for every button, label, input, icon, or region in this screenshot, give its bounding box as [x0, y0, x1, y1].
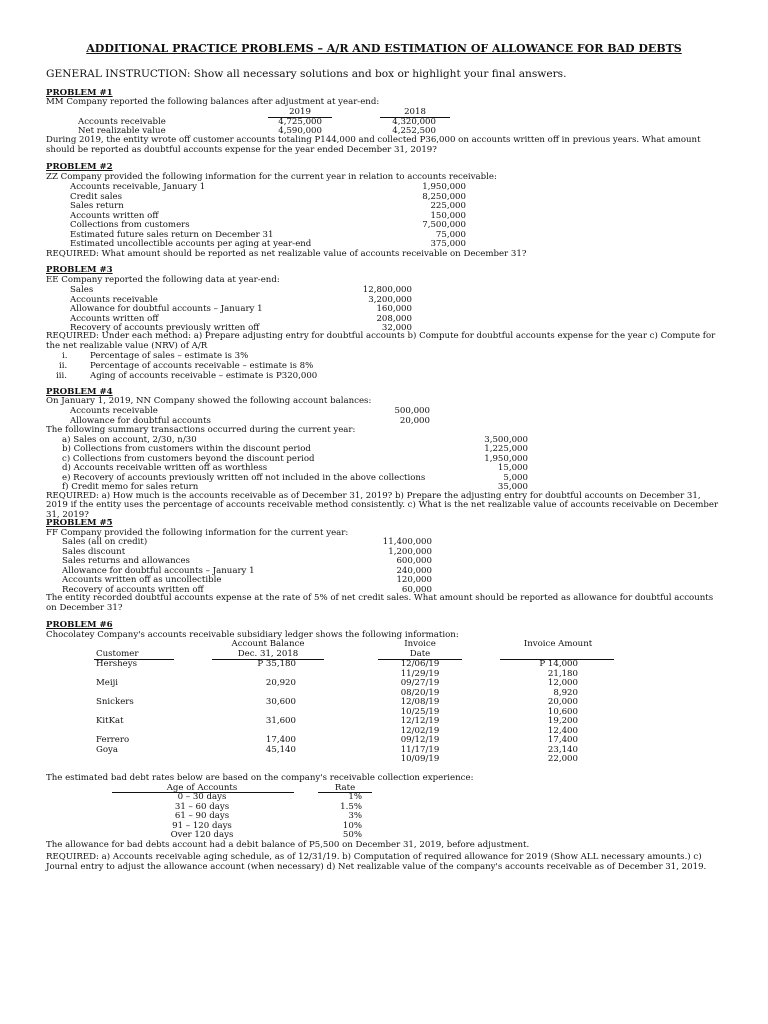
ledger-invoice-amount: 22,000: [547, 754, 578, 764]
rate-age: 31 – 60 days: [174, 801, 230, 812]
p2-row-label: Sales return: [70, 201, 124, 211]
rates-intro: The estimated bad debt rates below are based on the company's receivable collection experience:: [46, 773, 474, 783]
p3-method-text: Aging of accounts receivable – estimate is P320,000: [90, 371, 318, 381]
rate-value: 50%: [342, 830, 362, 840]
p1-row-value-2018: 4,320,000: [392, 117, 436, 127]
p5-row-value: 60,000: [401, 584, 432, 595]
ledger-balance: P 35,180: [257, 659, 296, 669]
ledger-balance: 30,600: [265, 697, 296, 707]
problem-4-required: REQUIRED: a) How much is the accounts receivable as of December 31, 2019? b) Prepare the adjusting entry for doubtful accounts on December 31, 2019 if the entity uses the percentage of accounts receivable method consistently. c) What is the net realizable value of accounts receivable on December 31, 2019?: [46, 490, 719, 520]
problem-2-heading: PROBLEM #2: [46, 162, 113, 172]
p2-row-label: Estimated future sales return on December 31: [70, 229, 274, 240]
p3-row-value: 3,200,000: [368, 294, 412, 305]
ledger-customer: Ferrero: [96, 735, 130, 745]
ledger-customer: Hersheys: [96, 659, 137, 669]
ledger-header-invoice-line2: Date: [409, 649, 431, 659]
p3-row-label: Accounts receivable: [70, 294, 158, 305]
ledger-invoice-date: 12/06/19: [400, 659, 440, 669]
p2-row-label: Accounts receivable, January 1: [70, 182, 206, 192]
problem-6-heading: PROBLEM #6: [46, 620, 113, 630]
p2-row-value: 7,500,000: [422, 220, 466, 230]
p3-row-value: 32,000: [381, 323, 412, 333]
p5-row-label: Allowance for doubtful accounts – January 1: [62, 565, 255, 576]
problem-5-intro: FF Company provided the following information for the current year:: [46, 527, 349, 538]
p3-row-value: 160,000: [376, 304, 412, 314]
p2-row-value: 75,000: [435, 229, 466, 240]
p3-row-label: Sales: [70, 285, 94, 295]
ledger-customer: KitKat: [96, 716, 124, 726]
problem-6-required: REQUIRED: a) Accounts receivable aging schedule, as of 12/31/19. b) Computation of required allowance for 2019 (Show ALL necessary amounts.) c) Journal entry to adjust the allowance account (when necessary) d) Net realizable value of the company's accounts receivable as of December 31, 2019.: [46, 852, 707, 872]
rate-value: 1.5%: [340, 801, 362, 812]
p5-row-label: Recovery of accounts written off: [62, 584, 204, 595]
rate-age: 91 – 120 days: [172, 820, 232, 831]
ledger-invoice-amount: 8,920: [553, 687, 578, 698]
p3-method-text: Percentage of accounts receivable – estimate is 8%: [90, 361, 314, 371]
p2-row-value: 375,000: [430, 239, 466, 249]
rate-age: 0 – 30 days: [177, 792, 227, 802]
ledger-invoice-amount: 12,000: [547, 678, 578, 688]
p2-row-label: Estimated uncollectible accounts per aging at year-end: [70, 239, 312, 249]
p4-transaction-label: d) Accounts receivable written off as worthless: [62, 463, 268, 473]
ledger-invoice-date: 08/20/19: [400, 687, 440, 698]
p4-transaction-label: a) Sales on account, 2/30, n/30: [62, 434, 197, 445]
p5-row-label: Accounts written off as uncollectible: [62, 575, 222, 585]
p4-transaction-value: 1,950,000: [484, 453, 528, 464]
ledger-header-customer: Customer: [96, 649, 139, 659]
p2-row-value: 150,000: [430, 210, 466, 221]
ledger-header-amount: Invoice Amount: [523, 639, 593, 649]
p2-row-value: 225,000: [430, 201, 466, 211]
p4-balance-label: Accounts receivable: [70, 406, 158, 416]
ledger-invoice-amount: 23,140: [547, 744, 578, 755]
year-2019-header: 2019: [289, 107, 311, 117]
p4-transaction-value: 5,000: [503, 472, 528, 483]
page-title: ADDITIONAL PRACTICE PROBLEMS – A/R AND ESTIMATION OF ALLOWANCE FOR BAD DEBTS: [86, 42, 682, 55]
problem-1-intro: MM Company reported the following balances after adjustment at year-end:: [46, 97, 380, 107]
ledger-invoice-date: 09/12/19: [400, 735, 440, 745]
rate-value: 10%: [342, 820, 362, 831]
p4-transaction-value: 35,000: [497, 482, 528, 492]
year-2018-header: 2018: [404, 107, 426, 117]
p2-row-label: Collections from customers: [70, 220, 190, 230]
ledger-invoice-amount: 10,600: [547, 706, 578, 717]
problem-6-intro: Chocolatey Company's accounts receivable subsidiary ledger shows the following information:: [46, 629, 459, 640]
p4-transaction-label: f) Credit memo for sales return: [62, 482, 199, 492]
problem-3-required: REQUIRED: Under each method: a) Prepare adjusting entry for doubtful accounts b) Compute for doubtful accounts expense for the year c) Compute for the net realizable value (NRV) of A/R: [46, 331, 716, 351]
p3-row-label: Allowance for doubtful accounts – January 1: [70, 304, 263, 314]
ledger-invoice-amount: 12,400: [547, 725, 578, 736]
ledger-invoice-amount: P 14,000: [539, 659, 578, 669]
problem-2-intro: ZZ Company provided the following information for the current year in relation to accounts receivable:: [46, 172, 497, 182]
ledger-header-invoice-line1: Invoice: [404, 639, 436, 649]
p5-row-value: 120,000: [396, 575, 432, 585]
ledger-customer: Snickers: [96, 697, 134, 707]
rate-value: 3%: [348, 811, 362, 821]
problem-4-heading: PROBLEM #4: [46, 387, 113, 397]
ledger-header-balance-line2: Dec. 31, 2018: [237, 649, 299, 659]
ledger-balance: 45,140: [265, 744, 296, 755]
rate-age: Over 120 days: [170, 830, 234, 840]
p1-row-value-2019: 4,590,000: [278, 126, 322, 136]
ledger-balance: 31,600: [265, 716, 296, 726]
p5-row-value: 1,200,000: [388, 546, 432, 557]
p3-method-number: iii.: [56, 371, 67, 381]
p4-transaction-label: c) Collections from customers beyond the discount period: [62, 453, 315, 464]
p3-method-number: i.: [62, 351, 68, 361]
p3-row-value: 12,800,000: [362, 285, 412, 295]
ledger-invoice-date: 12/12/19: [400, 716, 440, 726]
p4-transaction-value: 1,225,000: [484, 444, 528, 454]
p4-transaction-value: 15,000: [497, 463, 528, 473]
ledger-invoice-amount: 20,000: [547, 697, 578, 707]
p3-row-label: Recovery of accounts previously written off: [70, 323, 260, 333]
problem-3-heading: PROBLEM #3: [46, 265, 113, 275]
p5-row-label: Sales (all on credit): [62, 537, 148, 547]
rate-age: 61 – 90 days: [174, 811, 230, 821]
allowance-text: The allowance for bad debts account had a debit balance of P5,500 on December 31, 2019, before adjustment.: [46, 840, 530, 850]
p3-method-text: Percentage of sales – estimate is 3%: [90, 351, 249, 361]
p5-row-value: 240,000: [396, 565, 432, 576]
ledger-invoice-date: 10/25/19: [400, 706, 440, 717]
p5-row-value: 11,400,000: [382, 537, 432, 547]
problem-1-text: During 2019, the entity wrote off customer accounts totaling P144,000 and collected P36,000 on accounts written off in previous years. What amount should be reported as doubtful accounts expense for the year ended December 31, 2019?: [46, 135, 701, 155]
p1-row-value-2018: 4,252,500: [392, 126, 436, 136]
p2-row-value: 1,950,000: [422, 182, 466, 192]
ledger-invoice-date: 12/08/19: [400, 697, 440, 707]
rates-header-rate: Rate: [334, 782, 356, 793]
ledger-invoice-date: 10/09/19: [400, 754, 440, 764]
p5-row-label: Sales discount: [62, 546, 126, 557]
ledger-balance: 17,400: [265, 735, 296, 745]
p3-method-number: ii.: [59, 361, 68, 371]
ledger-invoice-date: 09/27/19: [400, 678, 440, 688]
problem-4-intro: On January 1, 2019, NN Company showed the following account balances:: [46, 396, 372, 406]
p1-row-label: Accounts receivable: [78, 117, 166, 127]
problem-2-required: REQUIRED: What amount should be reported as net realizable value of accounts receivable on December 31?: [46, 249, 527, 259]
problem-3-intro: EE Company reported the following data at year-end:: [46, 275, 280, 285]
ledger-invoice-amount: 21,180: [547, 668, 578, 679]
p1-row-label: Net realizable value: [78, 126, 166, 136]
p4-balance-value: 20,000: [399, 415, 430, 426]
p4-transaction-label: b) Collections from customers within the discount period: [62, 444, 311, 454]
p1-row-value-2019: 4,725,000: [278, 117, 322, 127]
p2-row-label: Accounts written off: [70, 210, 159, 221]
p4-balance-value: 500,000: [394, 406, 430, 416]
ledger-invoice-date: 12/02/19: [400, 725, 440, 736]
ledger-invoice-date: 11/17/19: [400, 744, 440, 755]
problem-5-heading: PROBLEM #5: [46, 518, 113, 528]
rates-header-age: Age of Accounts: [166, 782, 238, 793]
p4-transaction-value: 3,500,000: [484, 434, 528, 445]
p2-row-value: 8,250,000: [422, 191, 466, 202]
p4-balance-label: Allowance for doubtful accounts: [70, 415, 211, 426]
ledger-invoice-date: 11/29/19: [400, 668, 440, 679]
ledger-header-balance-line1: Account Balance: [231, 639, 305, 649]
problem-5-text: The entity recorded doubtful accounts expense at the rate of 5% of net credit sales. What amount should be reported as allowance for doubtful accounts on December 31?: [46, 593, 714, 613]
p4-transaction-label: e) Recovery of accounts previously written off not included in the above collections: [62, 472, 426, 483]
ledger-invoice-amount: 19,200: [547, 716, 578, 726]
problem-1-heading: PROBLEM #1: [46, 88, 113, 98]
ledger-customer: Goya: [96, 744, 119, 755]
p5-row-label: Sales returns and allowances: [62, 556, 190, 566]
p2-row-label: Credit sales: [70, 191, 122, 202]
ledger-invoice-amount: 17,400: [547, 735, 578, 745]
p3-row-value: 208,000: [376, 313, 412, 324]
ledger-customer: Meiji: [96, 678, 119, 688]
general-instruction: GENERAL INSTRUCTION: Show all necessary solutions and box or highlight your final answers.: [46, 68, 567, 80]
ledger-balance: 20,920: [265, 678, 296, 688]
p3-row-label: Accounts written off: [70, 313, 159, 324]
p5-row-value: 600,000: [396, 556, 432, 566]
rate-value: 1%: [348, 792, 362, 802]
p4-transactions-intro: The following summary transactions occurred during the current year:: [46, 425, 356, 435]
